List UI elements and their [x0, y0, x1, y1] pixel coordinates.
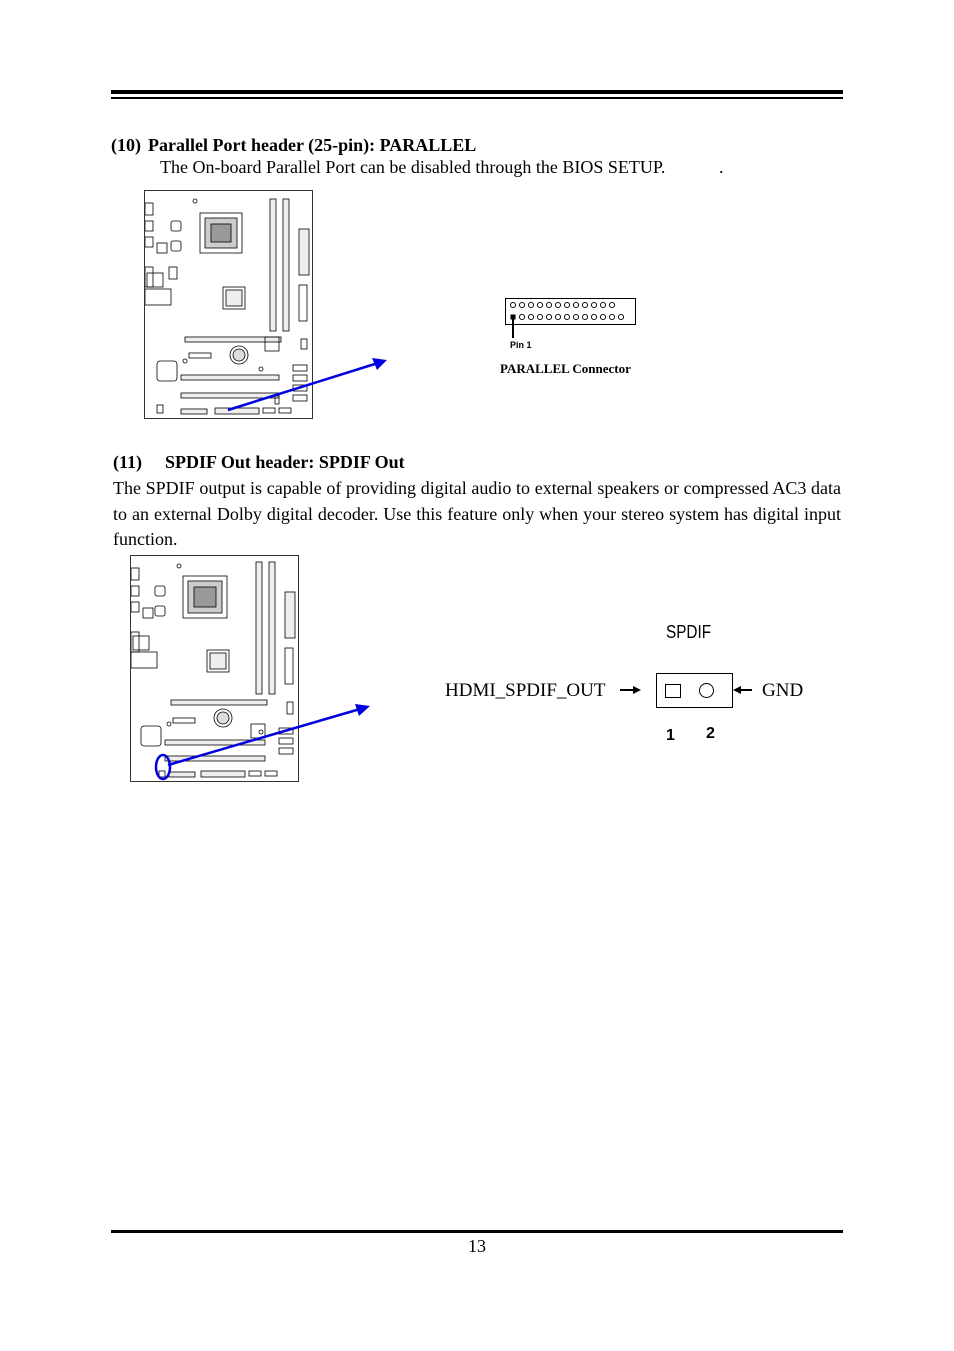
motherboard-drawing-2	[131, 556, 298, 781]
parallel-connector-diagram	[505, 298, 636, 325]
section-10-description: The On-board Parallel Port can be disabled through the BIOS SETUP.	[160, 157, 666, 177]
section-11-number: (11)	[113, 452, 142, 472]
parallel-connector-caption: PARALLEL Connector	[500, 361, 631, 376]
spdif-pin-1-square	[665, 684, 681, 698]
pin1-leader-line	[512, 319, 514, 338]
spdif-left-signal: HDMI_SPDIF_OUT	[445, 680, 606, 701]
spdif-header-name: SPDIF	[666, 622, 712, 642]
page-number: 13	[468, 1236, 486, 1256]
motherboard-layout-image	[144, 190, 313, 419]
footer-rule	[111, 1230, 843, 1233]
spdif-connector	[656, 673, 733, 708]
spdif-pin-1-label: 1	[666, 727, 675, 744]
section-10-number: (10)	[111, 135, 141, 155]
header-rule-thick	[111, 90, 843, 94]
motherboard-layout-image-2	[130, 555, 299, 782]
pin1-label: Pin 1	[510, 340, 532, 350]
section-11-paragraph: The SPDIF output is capable of providing digital audio to external speakers or compressed AC3 data to an external Dolby digital decoder. Use this feature only when your stereo system has digital input function.	[113, 478, 841, 549]
spdif-pin-2-label: 2	[706, 725, 715, 742]
section-10-title: Parallel Port header (25-pin): PARALLEL	[148, 135, 477, 155]
spdif-pin-2-circle	[699, 683, 714, 698]
spdif-right-signal: GND	[762, 680, 804, 701]
section-10-trailing-dot: .	[719, 157, 724, 177]
motherboard-drawing	[145, 191, 312, 418]
section-11-title: SPDIF Out header: SPDIF Out	[165, 452, 405, 472]
header-rule-thin	[111, 97, 843, 99]
parallel-pin-grid	[506, 299, 634, 323]
